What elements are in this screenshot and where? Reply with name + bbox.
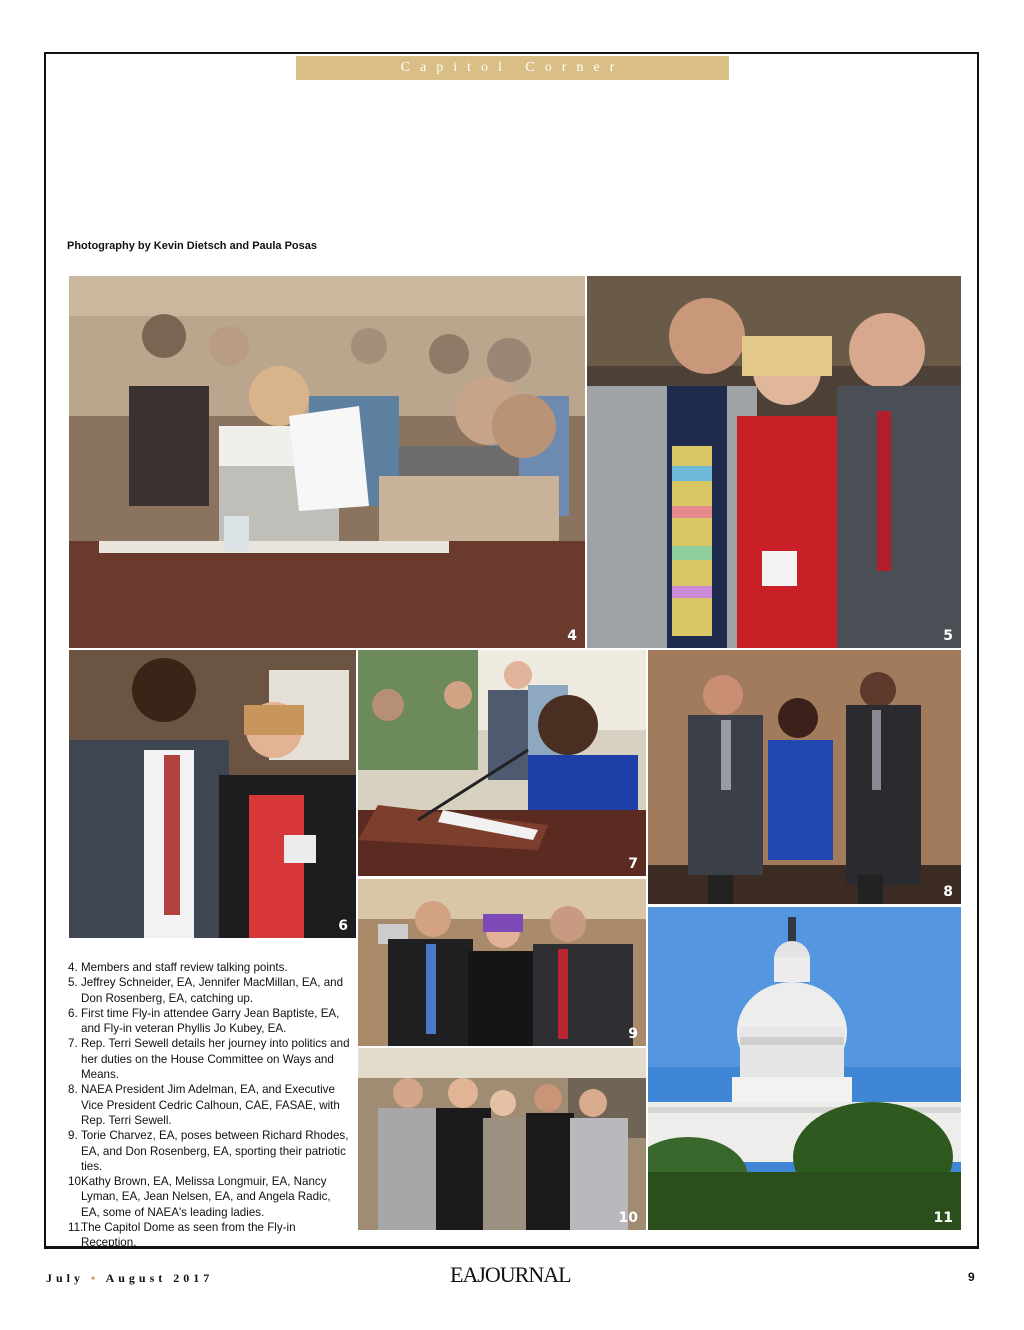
photo-captions xyxy=(68,960,352,1251)
photo-5-image xyxy=(587,276,961,648)
caption-text: Jeffrey Schneider, EA, Jennifer MacMillan, EA, and Don Rosenberg, EA, catching up. xyxy=(81,976,344,1005)
page-number: 9 xyxy=(968,1270,975,1284)
photo-number-8: 8 xyxy=(943,884,953,900)
caption-number: 7. xyxy=(68,1037,78,1051)
caption-number: 4. xyxy=(68,961,78,974)
photo-6-image xyxy=(69,650,356,938)
caption-text: The Capitol Dome as seen from the Fly-in Reception. xyxy=(81,1221,296,1250)
footer-issue-date xyxy=(46,1271,213,1286)
photo-4-image xyxy=(69,276,585,648)
photo-number-7: 7 xyxy=(628,856,638,872)
photo-credit: Photography by Kevin Dietsch and Paula Posas xyxy=(67,240,318,252)
caption-4 xyxy=(68,960,352,975)
photo-9 xyxy=(358,879,646,1046)
section-banner: Capitol Corner xyxy=(296,56,729,80)
caption-text: First time Fly-in attendee Garry Jean Baptiste, EA, and Fly-in veteran Phyllis Jo Kubey, EA. xyxy=(81,1006,340,1036)
photo-4 xyxy=(69,276,585,648)
photo-8-image xyxy=(648,650,961,904)
photo-10 xyxy=(358,1048,646,1230)
ea-journal-logo: EAJOURNAL xyxy=(450,1262,571,1287)
caption-11 xyxy=(68,1220,352,1251)
photo-number-4: 4 xyxy=(567,628,577,644)
footer-separator: • xyxy=(91,1271,100,1285)
photo-number-10: 10 xyxy=(618,1210,638,1226)
photo-5 xyxy=(587,276,961,648)
photo-number-11: 11 xyxy=(933,1210,953,1226)
footer-month-year: August 2017 xyxy=(105,1271,214,1285)
caption-8 xyxy=(68,1082,352,1128)
photo-11-image xyxy=(648,907,961,1230)
photo-7 xyxy=(358,650,646,876)
photo-number-6: 6 xyxy=(338,918,348,934)
photo-number-5: 5 xyxy=(943,628,953,644)
caption-5 xyxy=(68,975,352,1006)
caption-text: Kathy Brown, EA, Melissa Longmuir, EA, Nancy Lyman, EA, Jean Nelsen, EA, and Angela Radic, EA, some of NAEA's leading ladies. xyxy=(81,1175,331,1219)
photo-11 xyxy=(648,907,961,1230)
caption-number: 11. xyxy=(68,1221,84,1235)
photo-6 xyxy=(69,650,356,938)
caption-text: Members and staff review talking points. xyxy=(81,961,288,974)
caption-6 xyxy=(68,1006,352,1037)
photo-10-image xyxy=(358,1048,646,1230)
photo-9-image xyxy=(358,879,646,1046)
photo-8 xyxy=(648,650,961,904)
caption-number: 8. xyxy=(68,1083,78,1097)
caption-number: 6. xyxy=(68,1006,78,1020)
footer-month: July xyxy=(46,1271,85,1285)
caption-list xyxy=(68,960,352,1251)
caption-7 xyxy=(68,1036,352,1082)
photo-number-9: 9 xyxy=(628,1026,638,1042)
caption-number: 9. xyxy=(68,1129,78,1143)
caption-9 xyxy=(68,1128,352,1174)
caption-10 xyxy=(68,1174,352,1220)
caption-number: 10. xyxy=(68,1175,85,1189)
caption-text: NAEA President Jim Adelman, EA, and Executive Vice President Cedric Calhoun, CAE, FASAE, with Rep. Terri Sewell. xyxy=(81,1083,340,1127)
caption-number: 5. xyxy=(68,976,78,990)
caption-text: Rep. Terri Sewell details her journey into politics and her duties on the House Committee on Ways and Means. xyxy=(81,1037,350,1082)
photo-7-image xyxy=(358,650,646,876)
caption-text: Torie Charvez, EA, poses between Richard Rhodes, EA, and Don Rosenberg, EA, sporting their patriotic ties. xyxy=(81,1129,349,1173)
